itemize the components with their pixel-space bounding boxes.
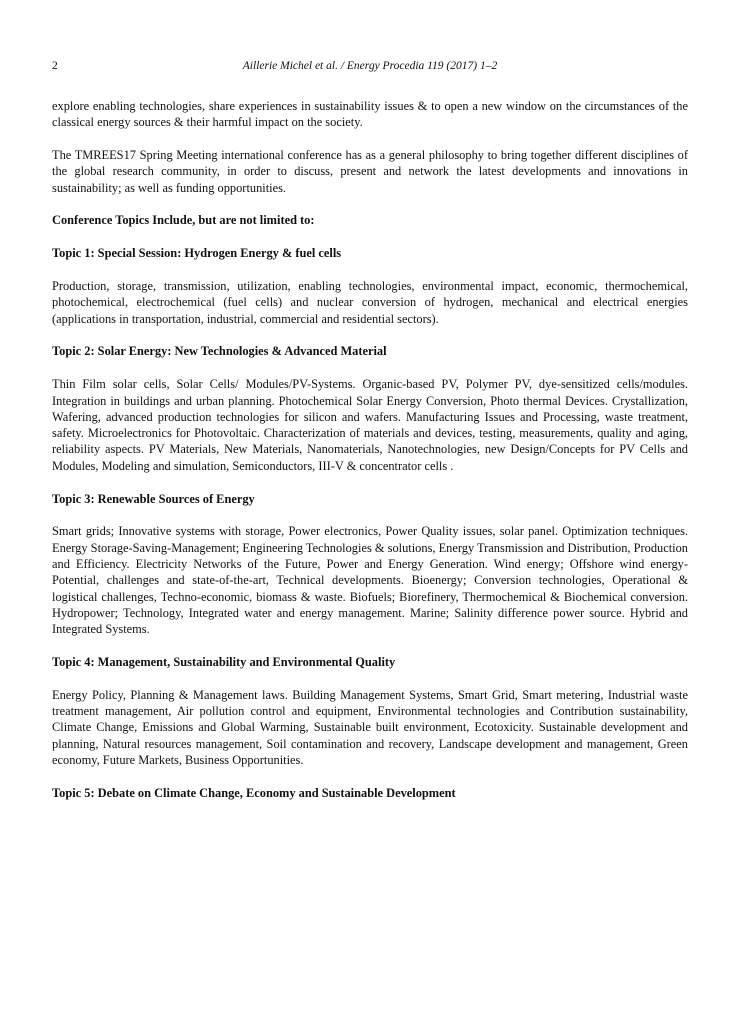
document-body xyxy=(52,98,688,818)
running-header xyxy=(52,60,688,76)
intro-paragraph: explore enabling technologies, share experiences in sustainability issues & to open a new window on the circumstances of the classical energy sources & their harmful impact on the society. xyxy=(52,99,688,130)
page-number: 2 xyxy=(52,60,58,72)
topic-2-heading: Topic 2: Solar Energy: New Technologies & Advanced Material xyxy=(52,344,387,359)
topic-3-heading: Topic 3: Renewable Sources of Energy xyxy=(52,491,255,506)
topic-5-heading: Topic 5: Debate on Climate Change, Economy and Sustainable Development xyxy=(52,785,456,800)
topic-2-body: Thin Film solar cells, Solar Cells/ Modules/PV-Systems. Organic-based PV, Polymer PV, dye-sensitized cells/modules. Integration in buildings and urban planning. Photochemical Solar Energy Conversion, Photo thermal Devices. Crystallization, Wafering, advanced production technologies for silicon and wafers. Manufacturing Issues and Processing, waste treatment, safety. Microelectronics for Photovoltaic. Characterization of materials and devices, testing, measurements, quality and aging, reliability aspects. PV Materials, New Materials, Nanomaterials, Nanotechnologies, new Design/Concepts for PV Cells and Modules, Modeling and simulation, Semiconductors, III-V & concentrator cells . xyxy=(52,377,688,473)
topic-3-body: Smart grids; Innovative systems with storage, Power electronics, Power Quality issues, solar panel. Optimization techniques. Energy Storage-Saving-Management; Engineering Technologies & solutions, Energy Transmission and Distribution, Production and Efficiency. Electricity Networks of the Future, Power and Energy Generation. Wind energy; Offshore wind energy-Potential, challenges and state-of-the-art, Technical developments. Bioenergy; Conversion technologies, Operational & logistical challenges, Techno-economic, biomass & waste. Biofuels; Biorefinery, Thermochemical & Biochemical conversion. Hydropower; Technology, Integrated water and energy management. Marine; Salinity difference power source. Hybrid and Integrated Systems. xyxy=(52,524,688,637)
topics-heading: Conference Topics Include, but are not limited to: xyxy=(52,213,315,228)
topic-1-heading: Topic 1: Special Session: Hydrogen Energy & fuel cells xyxy=(52,246,342,261)
topic-4-body: Energy Policy, Planning & Management laws. Building Management Systems, Smart Grid, Smart metering, Industrial waste treatment management, Air pollution control and equipment, Environmental technologies and Contribution sustainability, Climate Change, Emissions and Global Warming, Sustainable built environment, Ecotoxicity. Sustainable development and planning, Natural resources management, Soil contamination and recovery, Landscape development and management, Green economy, Future Markets, Business Opportunities. xyxy=(52,687,688,767)
intro-paragraph: The TMREES17 Spring Meeting international conference has as a general philosophy to bring together different disciplines of the global research community, in order to discuss, present and network the latest developments and innovations in sustainability; as well as funding opportunities. xyxy=(52,148,688,195)
topic-4-heading: Topic 4: Management, Sustainability and Environmental Quality xyxy=(52,654,396,669)
topic-1-body: Production, storage, transmission, utilization, enabling technologies, environmental impact, economic, thermochemical, photochemical, electrochemical (fuel cells) and nuclear conversion of hydrogen, mechanical and electrical energies (applications in transportation, industrial, commercial and residential sectors). xyxy=(52,279,688,326)
header-citation: Aillerie Michel et al. / Energy Procedia 119 (2017) 1–2 xyxy=(242,60,498,72)
